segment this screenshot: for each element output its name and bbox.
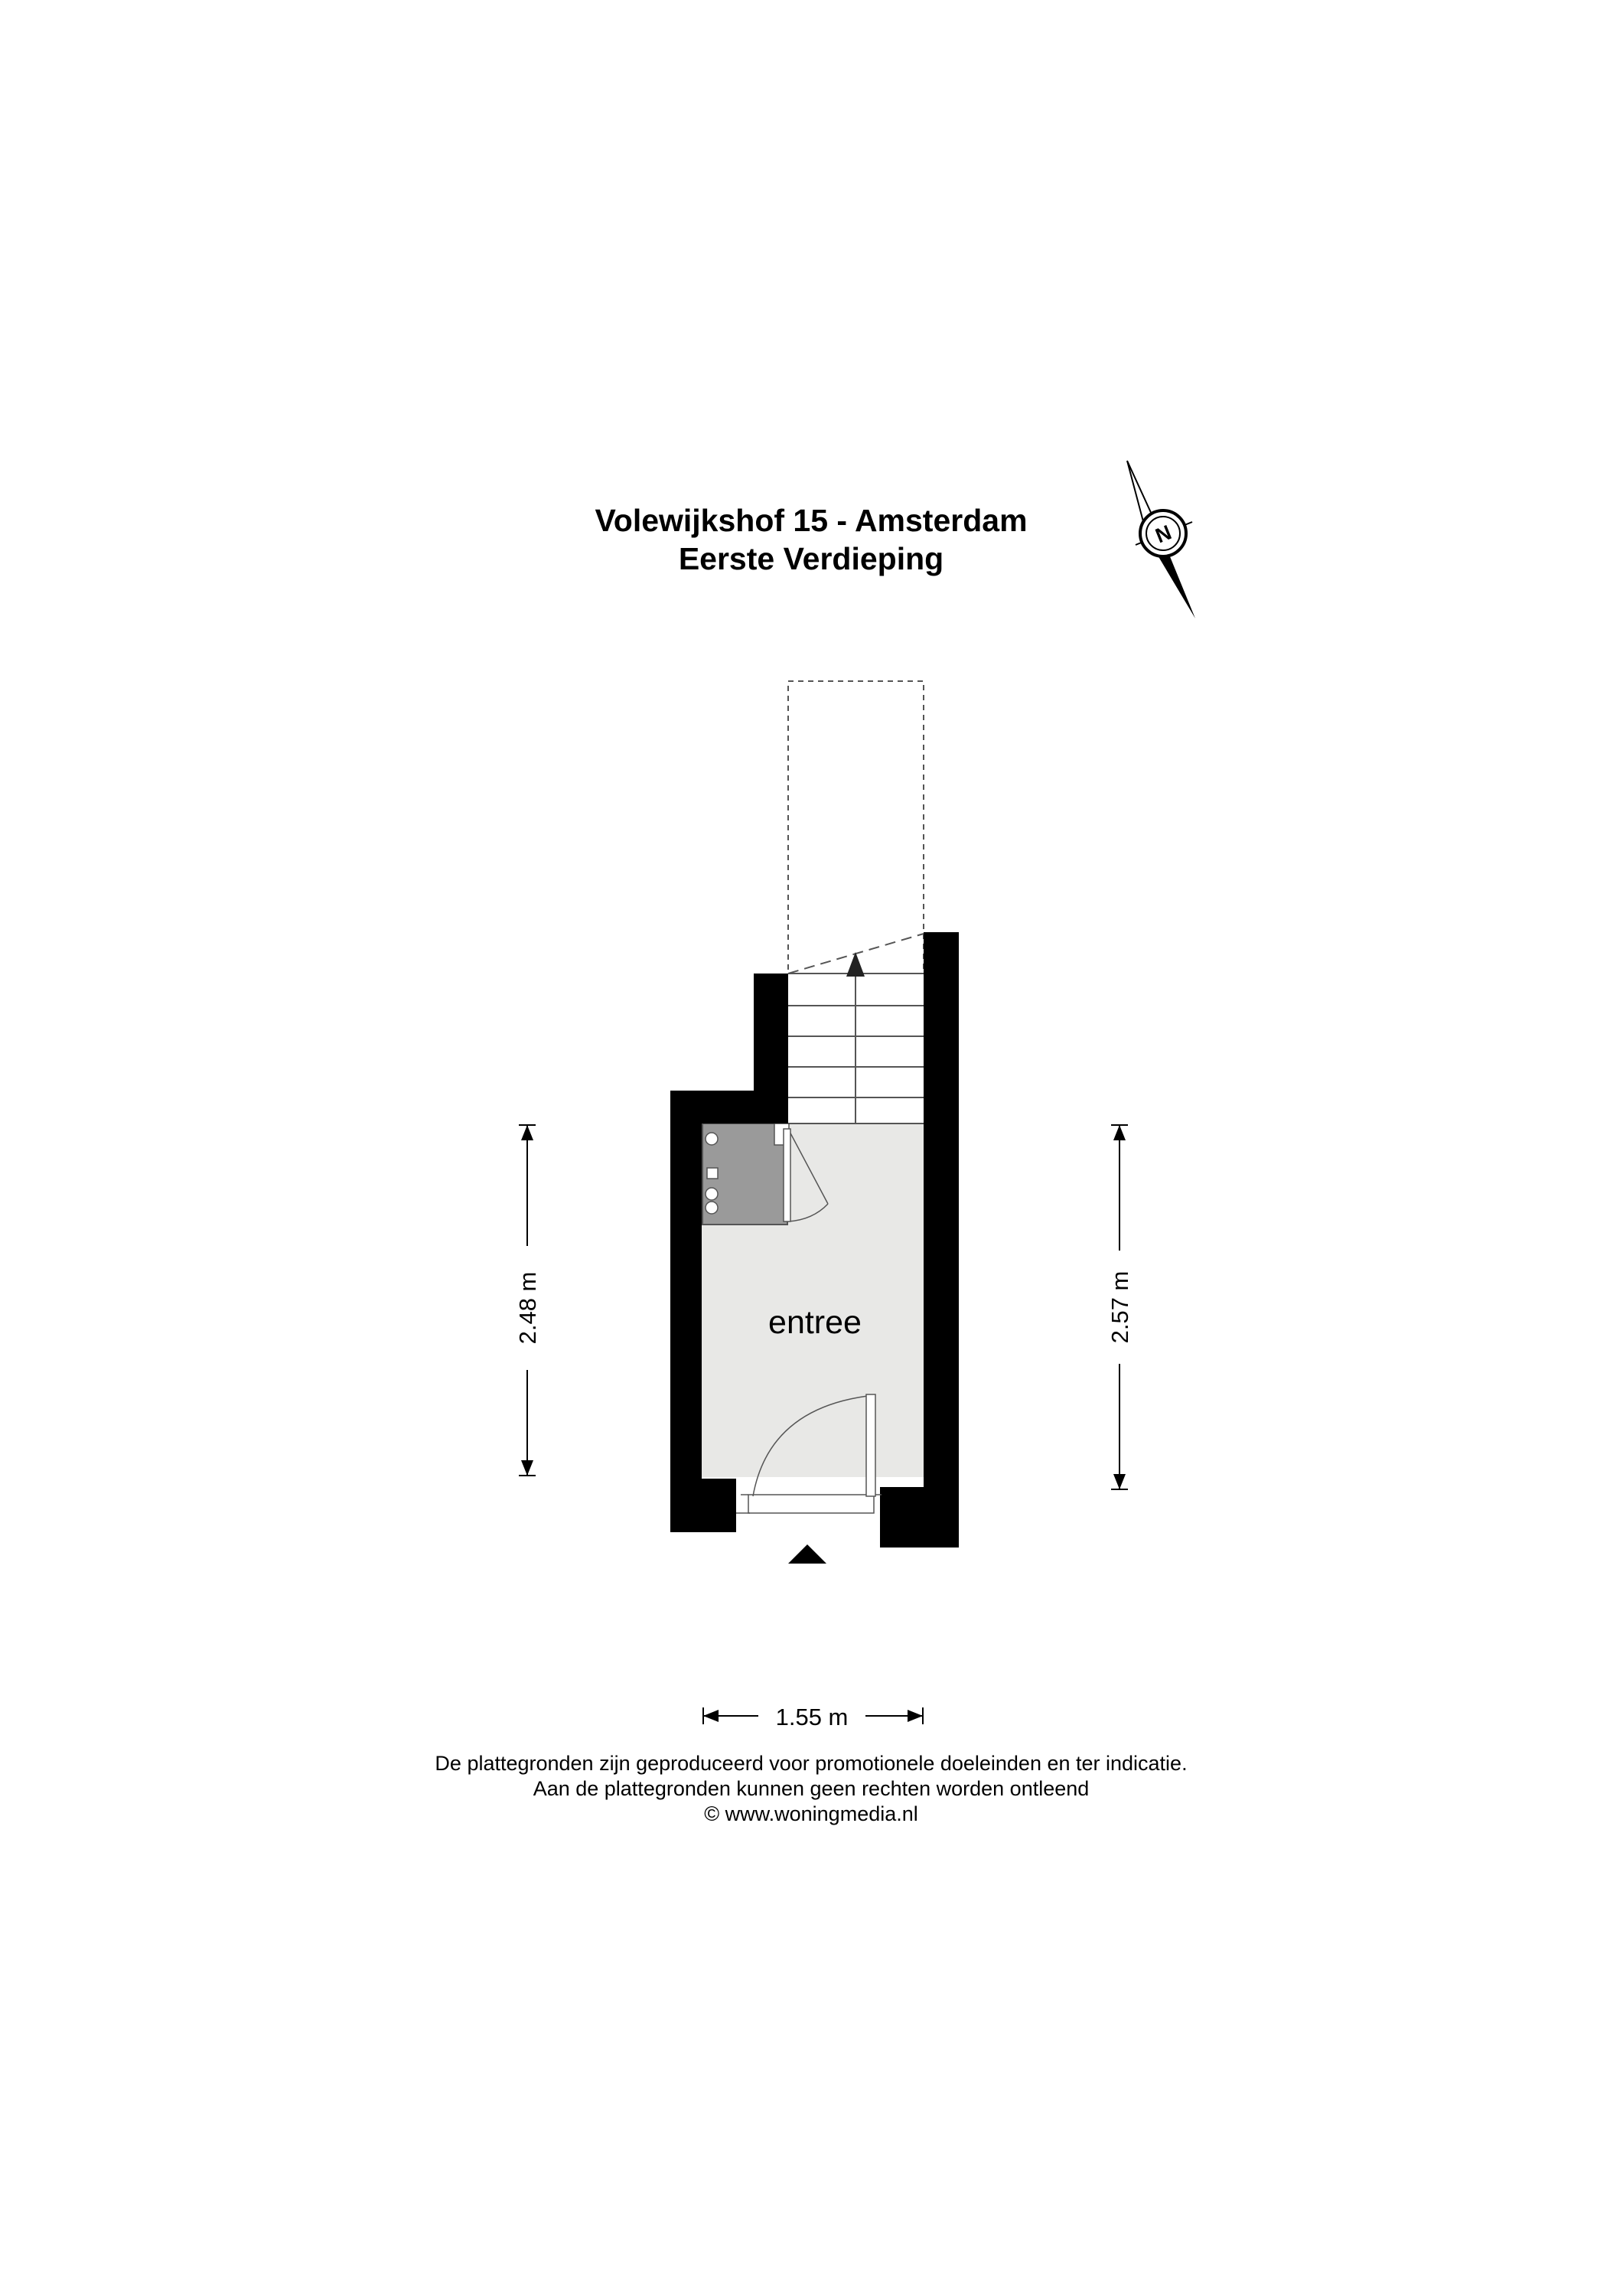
dimension-bottom-label: 1.55 m	[775, 1704, 849, 1730]
disclaimer-line-2: Aan de plattegronden kunnen geen rechten worden ontleend	[533, 1777, 1090, 1800]
stair-void-outline	[788, 681, 924, 974]
floor-title: Eerste Verdieping	[678, 541, 944, 576]
copyright-line: © www.woningmedia.nl	[704, 1802, 918, 1825]
dimension-bottom	[703, 1704, 923, 1730]
address-title: Volewijkshof 15 - Amsterdam	[595, 503, 1028, 538]
disclaimer-line-1: De plattegronden zijn geproduceerd voor promotionele doeleinden en ter indicatie.	[435, 1752, 1188, 1775]
dimension-left	[514, 1125, 541, 1476]
north-arrow-icon	[1127, 461, 1195, 618]
entrance-arrow-icon	[788, 1544, 826, 1564]
room-label-entree: entree	[768, 1304, 862, 1341]
dimension-right-label: 2.57 m	[1106, 1270, 1133, 1344]
disclaimer	[275, 1751, 1347, 1827]
dimension-left-label: 2.48 m	[514, 1271, 541, 1345]
dimension-right	[1106, 1125, 1133, 1489]
north-label: N	[1152, 520, 1175, 548]
